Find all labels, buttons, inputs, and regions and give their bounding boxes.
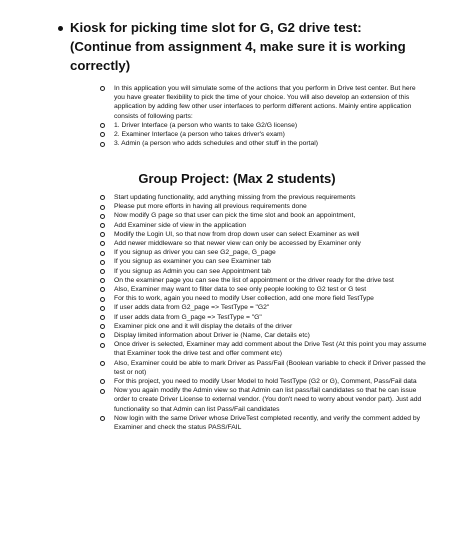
circle-bullet-icon bbox=[100, 223, 105, 228]
intro-item bbox=[114, 84, 424, 121]
requirement-item bbox=[114, 257, 430, 266]
requirement-item bbox=[114, 322, 430, 331]
main-title bbox=[70, 18, 450, 75]
circle-bullet-icon bbox=[100, 315, 105, 320]
requirement-text: Now modify G page so that user can pick the time slot and book an appointment, bbox=[114, 212, 356, 220]
circle-bullet-icon bbox=[100, 132, 105, 137]
circle-bullet-icon bbox=[100, 214, 105, 219]
requirement-text: On the examiner page you can see the list of appointment or the driver ready for the drive test bbox=[114, 276, 394, 284]
requirement-text: Examiner pick one and it will display the details of the driver bbox=[114, 322, 293, 330]
main-title-line-3: correctly) bbox=[70, 58, 131, 73]
requirement-item bbox=[114, 211, 430, 220]
requirement-text: If you signup as driver you can see G2_page, G_page bbox=[114, 249, 276, 257]
requirement-text: Display limited information about Driver ie (Name, Car details etc) bbox=[114, 332, 310, 340]
circle-bullet-icon bbox=[100, 287, 105, 292]
requirement-text: Also, Examiner could be able to mark Driver as Pass/Fail (Boolean variable to check if Driver passed the test or not) bbox=[114, 359, 426, 376]
circle-bullet-icon bbox=[100, 333, 105, 338]
requirement-item bbox=[114, 340, 430, 358]
requirement-item bbox=[114, 193, 430, 202]
main-title-line-2: (Continue from assignment 4, make sure it is working bbox=[70, 39, 406, 54]
requirement-item bbox=[114, 267, 430, 276]
intro-item bbox=[114, 139, 424, 148]
circle-bullet-icon bbox=[100, 232, 105, 237]
circle-bullet-icon bbox=[100, 205, 105, 210]
requirement-item bbox=[114, 313, 430, 322]
intro-item-text: 3. Admin (a person who adds schedules and other stuff in the portal) bbox=[114, 140, 318, 148]
circle-bullet-icon bbox=[100, 379, 105, 384]
requirement-item bbox=[114, 239, 430, 248]
requirement-item bbox=[114, 248, 430, 257]
requirement-text: Also, Examiner may want to filter data to see only people looking to G2 test or G test bbox=[114, 286, 367, 294]
requirement-item bbox=[114, 285, 430, 294]
requirement-text: Start updating functionality, add anything missing from the previous requirements bbox=[114, 194, 356, 201]
circle-bullet-icon bbox=[100, 361, 105, 366]
group-requirements-list bbox=[114, 193, 430, 432]
requirement-text: If user adds data from G2_page => TestType = "G2" bbox=[114, 304, 270, 312]
requirement-item bbox=[114, 202, 430, 211]
circle-bullet-icon bbox=[100, 195, 105, 200]
circle-bullet-icon bbox=[100, 142, 105, 147]
circle-bullet-icon bbox=[100, 269, 105, 274]
requirement-text: Now login with the same Driver whose DriveTest completed recently, and verify the comment added by Examiner and check the status PASS/FAIL bbox=[114, 414, 421, 432]
main-title-line-1: Kiosk for picking time slot for G, G2 drive test: bbox=[70, 20, 362, 35]
requirement-text: If you signup as examiner you can see Examiner tab bbox=[114, 258, 271, 266]
requirement-item bbox=[114, 221, 430, 230]
circle-bullet-icon bbox=[100, 123, 105, 128]
requirement-text: If you signup as Admin you can see Appointment tab bbox=[114, 267, 271, 275]
requirement-text: Add Examiner side of view in the application bbox=[114, 221, 247, 229]
circle-bullet-icon bbox=[100, 297, 105, 302]
circle-bullet-icon bbox=[100, 260, 105, 265]
requirement-text: Modify the Login UI, so that now from drop down user can select Examiner as well bbox=[114, 230, 360, 238]
intro-item-text: 2. Examiner Interface (a person who takes driver's exam) bbox=[114, 131, 285, 139]
requirement-text: If user adds data from G_page => TestType = "G" bbox=[114, 313, 262, 321]
intro-item-text: In this application you will simulate some of the actions that you perform in Drive test center. But here you have greater flexibility to pick the time of your choice. You will also develop an extension of this application by adding few other user interfaces to perform different actions. Mainly entire application consists of following parts: bbox=[114, 85, 416, 120]
requirement-text: For this to work, again you need to modify User collection, add one more field TestType bbox=[114, 295, 374, 303]
requirement-item bbox=[114, 414, 430, 432]
requirement-item bbox=[114, 331, 430, 340]
requirement-text: Please put more efforts in having all previous requirements done bbox=[114, 203, 307, 211]
circle-bullet-icon bbox=[100, 389, 105, 394]
requirement-item bbox=[114, 359, 430, 377]
requirement-item bbox=[114, 294, 430, 303]
intro-item bbox=[114, 130, 424, 139]
requirement-text: Add newer middleware so that newer view can only be accessed by Examiner only bbox=[114, 240, 361, 248]
main-bullet-item bbox=[70, 18, 450, 75]
requirement-text: Once driver is selected, Examiner may add comment about the Drive Test (At this point you may assume that Examiner took the drive test and offer comment etc) bbox=[114, 341, 427, 358]
requirement-text: For this project, you need to modify User Model to hold TestType (G2 or G), Comment, Pass/Fail data bbox=[114, 378, 417, 386]
circle-bullet-icon bbox=[100, 86, 105, 91]
requirement-item bbox=[114, 303, 430, 312]
requirement-item bbox=[114, 386, 430, 414]
circle-bullet-icon bbox=[100, 278, 105, 283]
intro-list bbox=[114, 84, 424, 148]
circle-bullet-icon bbox=[100, 241, 105, 246]
circle-bullet-icon bbox=[100, 306, 105, 311]
requirement-text: Now you again modify the Admin view so that Admin can list pass/fail candidates so that he can issue order to create Driver License to external vendor. (You don't need to worry about vendor part). Just add functionality so that Admin can list Pass/Fail candidates bbox=[114, 387, 422, 413]
requirement-item bbox=[114, 276, 430, 285]
intro-item bbox=[114, 121, 424, 130]
intro-item-text: 1. Driver Interface (a person who wants to take G2/G license) bbox=[114, 121, 298, 129]
circle-bullet-icon bbox=[100, 251, 105, 256]
circle-bullet-icon bbox=[100, 343, 105, 348]
circle-bullet-icon bbox=[100, 416, 105, 421]
requirement-item bbox=[114, 230, 430, 239]
circle-bullet-icon bbox=[100, 324, 105, 329]
bullet-dot-icon bbox=[58, 26, 63, 31]
group-project-heading: Group Project: (Max 2 students) bbox=[138, 171, 336, 186]
requirement-item bbox=[114, 377, 430, 386]
